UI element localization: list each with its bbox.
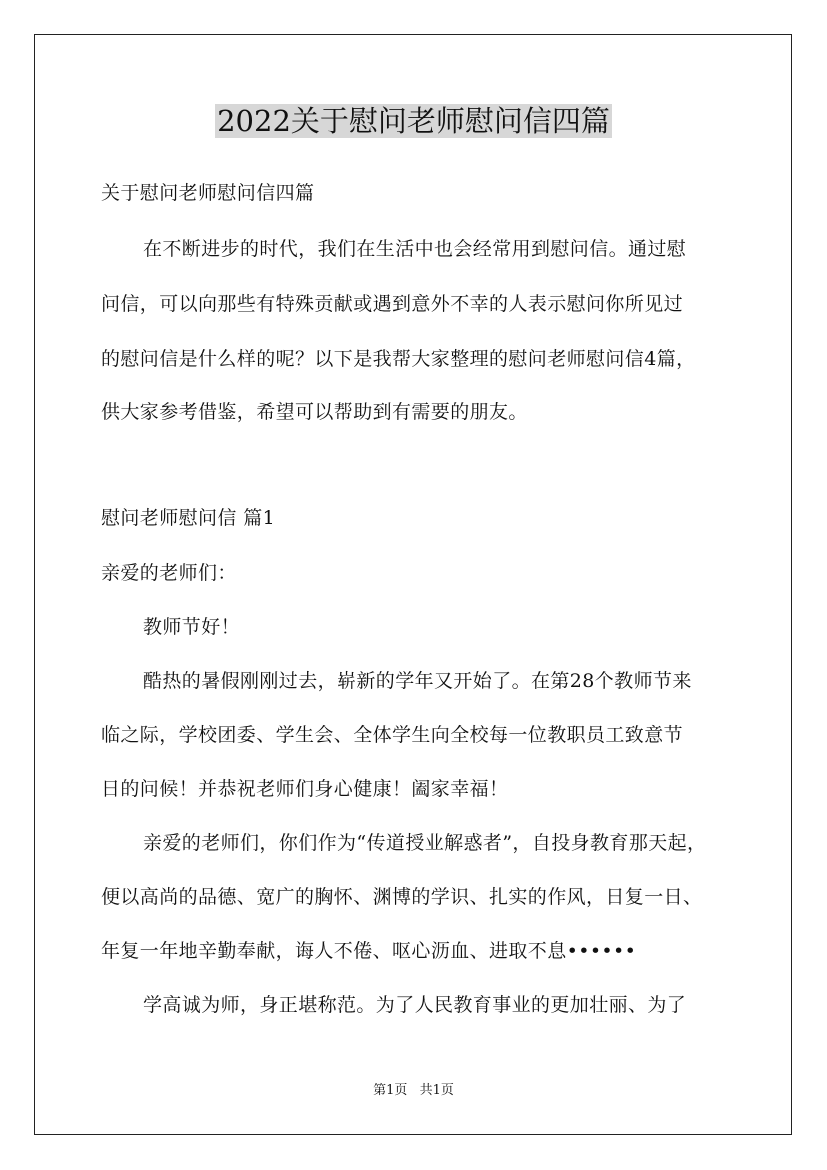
paragraph-line: 临之际，学校团委、学生会、全体学生向全校每一位教职员工致意节 <box>101 724 684 746</box>
greeting: 教师节好！ <box>143 616 241 638</box>
document-title-text: 2022关于慰问老师慰问信四篇 <box>217 104 610 138</box>
intro-line: 供大家参考借鉴，希望可以帮助到有需要的朋友。 <box>101 401 528 423</box>
salutation: 亲爱的老师们： <box>101 562 237 584</box>
paragraph-line: 便以高尚的品德、宽广的胸怀、渊博的学识、扎实的作风，日复一日、 <box>101 886 703 908</box>
paragraph-line: 年复一年地辛勤奉献，诲人不倦、呕心沥血、进取不息•••••• <box>101 940 637 962</box>
paragraph-line: 酷热的暑假刚刚过去，崭新的学年又开始了。在第28个教师节来 <box>143 670 692 692</box>
document-title <box>0 101 827 141</box>
paragraph-line: 学高诚为师，身正堪称范。为了人民教育事业的更加壮丽、为了 <box>143 994 687 1016</box>
intro-line: 问信，可以向那些有特殊贡献或遇到意外不幸的人表示慰问你所见过 <box>101 293 684 315</box>
paragraph-line: 亲爱的老师们，你们作为“传道授业解惑者”，自投身教育那天起， <box>143 832 707 854</box>
section-heading: 慰问老师慰问信 篇1 <box>101 507 276 529</box>
page-number: 第1页 <box>373 1083 408 1098</box>
intro-line: 在不断进步的时代，我们在生活中也会经常用到慰问信。通过慰 <box>143 238 687 260</box>
page-footer <box>0 1082 827 1100</box>
intro-line: 的慰问信是什么样的呢？以下是我帮大家整理的慰问老师慰问信4篇， <box>101 348 696 370</box>
document-subtitle: 关于慰问老师慰问信四篇 <box>101 182 315 204</box>
paragraph-line: 日的问候！并恭祝老师们身心健康！阖家幸福！ <box>101 778 509 800</box>
page-total: 共1页 <box>419 1083 454 1098</box>
